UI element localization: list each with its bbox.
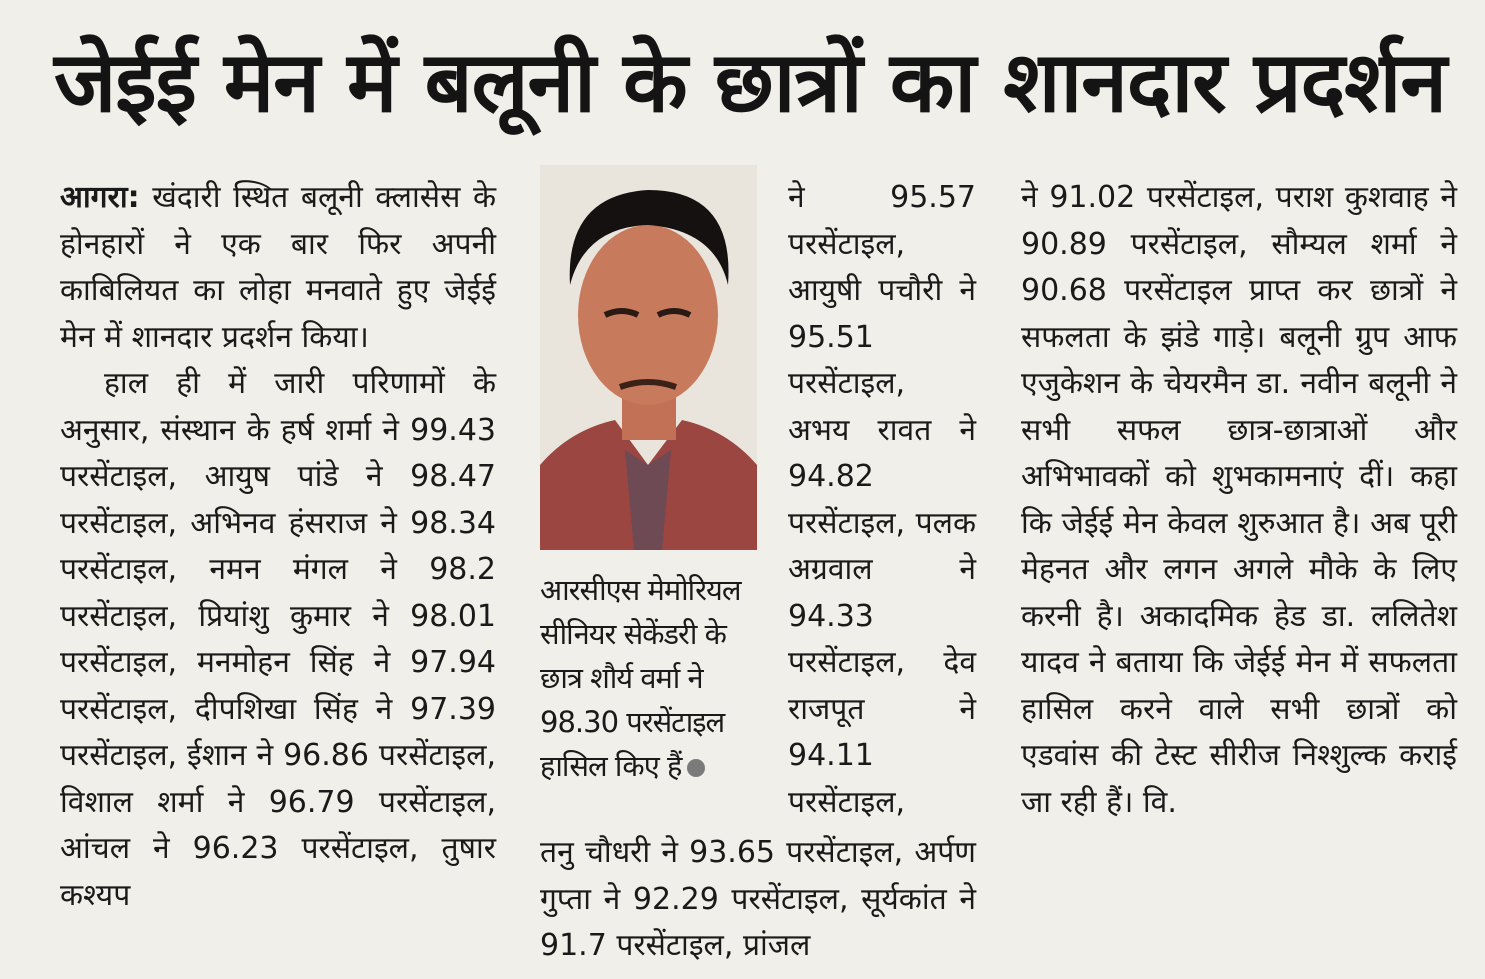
photo-caption [540,568,760,788]
student-portrait-icon [540,165,757,550]
results-paragraph: हाल ही में जारी परिणामों के अनुसार, संस्थान के हर्ष शर्मा ने 99.43 परसेंटाइल, आयुष पांडे ने 98.47 परसेंटाइल, अभिनव हंसराज ने 98.34 परसेंटाइल, नमन मंगल ने 98.2 परसेंटाइल, प्रियांशु कुमार ने 98.01 परसेंटाइल, मनमोहन सिंह ने 97.94 परसेंटाइल, दीपशिखा सिंह ने 97.39 परसेंटाइल, ईशान ने 96.86 परसेंटाइल, विशाल शर्मा ने 96.79 परसेंटाइल, आंचल ने 96.23 परसेंटाइल, तुषार कश्यप [60,366,496,913]
article-column-bottom [540,830,976,970]
lead-text: खंदारी स्थित बलूनी क्लासेस के होनहारों ने एक बार फिर अपनी काबिलियत का लोहा मनवाते हुए जेईई मेन में शानदार प्रदर्शन किया। [60,180,497,355]
column-bottom-text: तनु चौधरी ने 93.65 परसेंटाइल, अर्पण गुप्ता ने 92.29 परसेंटाइल, सूर्यकांत ने 91.7 परसेंटाइल, प्रांजल [540,835,976,963]
bullet-icon [687,759,705,777]
column-4-text: ने 91.02 परसेंटाइल, पराश कुशवाह ने 90.89 परसेंटाइल, सौम्यल शर्मा ने 90.68 परसेंटाइल प्राप्त कर छात्रों ने सफलता के झंडे गाड़े। बलूनी ग्रुप आफ एजुकेशन के चेयरमैन डा. नवीन बलूनी ने सभी सफल छात्र-छात्राओं और अभिभावकों को शुभकामनाएं दीं। कहा कि जेईई मेन केवल शुरुआत है। अब पूरी मेहनत और लगन अगले मौके के लिए करनी है। अकादमिक हेड डा. ललितेश यादव ने बताया कि जेईई मेन में सफलता हासिल करने वाले सभी छात्रों को एडवांस की टेस्ट सीरीज निश्शुल्क कराई जा रही हैं। वि. [1021,180,1457,820]
dateline: आगरा: [60,180,140,215]
column-3-text: ने 95.57 परसेंटाइल, आयुषी पचौरी ने 95.51 परसेंटाइल, अभय रावत ने 94.82 परसेंटाइल, पलक अग्रवाल ने 94.33 परसेंटाइल, देव राजपूत ने 94.11 परसेंटाइल, [788,180,976,820]
student-photo [540,165,757,550]
article-column-1 [60,175,496,919]
headline: जेईई मेन में बलूनी के छात्रों का शानदार प्रदर्शन [53,33,1447,131]
article-column-4 [1021,175,1457,826]
lead-paragraph [60,175,496,361]
caption-text: आरसीएस मेमोरियल सीनियर सेकेंडरी के छात्र शौर्य वर्मा ने 98.30 परसेंटाइल हासिल किए हैं [540,573,741,783]
article-column-3 [788,175,976,826]
